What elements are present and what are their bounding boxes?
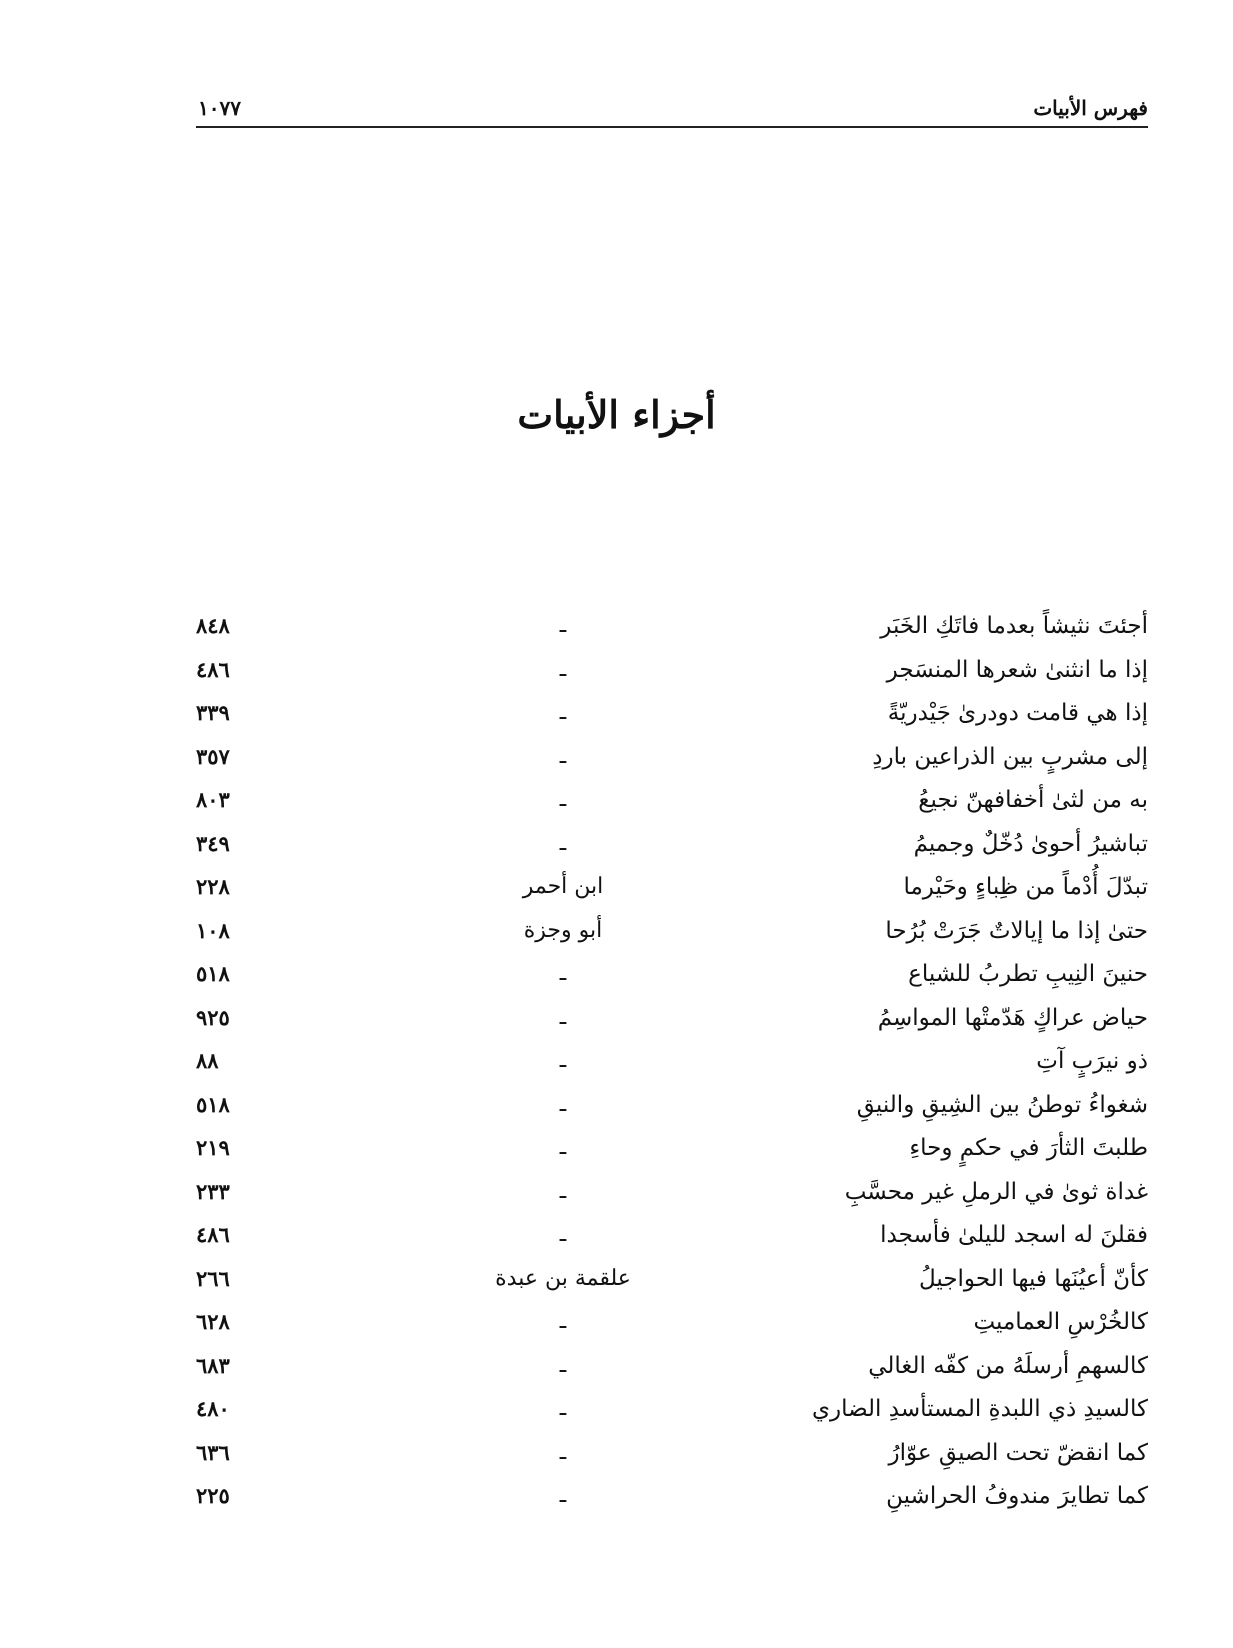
- verse-poet: ابن أحمر: [522, 874, 604, 899]
- verse-poet: ـ: [559, 613, 567, 638]
- verse-row: [196, 1348, 1148, 1392]
- running-header-title: فهرس الأبيات: [1033, 96, 1148, 120]
- verse-row: [196, 695, 1148, 739]
- verse-fragment: إذا ما انثنىٰ شعرها المنسَجر: [886, 656, 1148, 683]
- verse-fragment: فقلنَ له اسجد لليلىٰ فأسجدا: [880, 1222, 1148, 1248]
- verse-fragment: إذا هي قامت دودرىٰ جَيْدريّةً: [887, 700, 1148, 726]
- verse-page-ref: ٢٣٣: [196, 1178, 230, 1204]
- verse-page-ref: ٤٨٦: [196, 656, 230, 682]
- verse-page-ref: ٣٥٧: [196, 743, 230, 769]
- verse-poet: ـ: [559, 1004, 567, 1030]
- verse-page-ref: ٥١٨: [196, 961, 230, 986]
- verse-poet: ـ: [559, 1135, 567, 1160]
- verse-poet: ـ: [559, 1309, 567, 1334]
- verse-page-ref: ٣٣٩: [196, 700, 230, 725]
- verse-row: [196, 652, 1148, 696]
- verse-row: [196, 1435, 1148, 1479]
- verse-poet: ـ: [559, 1091, 567, 1117]
- verse-page-ref: ٤٨٦: [196, 1222, 230, 1247]
- verse-row: [196, 1130, 1148, 1174]
- verse-poet: ـ: [559, 830, 567, 856]
- verse-fragment: غداة ثوىٰ في الرملِ غير محسَّبِ: [844, 1178, 1148, 1205]
- verse-row: [196, 913, 1148, 957]
- verse-page-ref: ٦٢٨: [196, 1309, 230, 1334]
- verse-page-ref: ٤٨٠: [196, 1396, 230, 1421]
- verse-page-ref: ٦٣٦: [196, 1439, 230, 1465]
- verse-row: [196, 739, 1148, 783]
- verse-fragment: حنينَ النِيبِ تطربُ للشياع: [908, 961, 1148, 987]
- verse-poet: ـ: [559, 1352, 567, 1378]
- verse-fragment: أجئتَ نثيشاً بعدما فاتَكِ الخَبَر: [880, 613, 1148, 639]
- verse-row: [196, 1000, 1148, 1044]
- verse-row: [196, 1261, 1148, 1305]
- verse-fragment: كالسيدِ ذي اللبدةِ المستأسدِ الضاري: [811, 1396, 1148, 1422]
- verse-row: [196, 1391, 1148, 1435]
- verse-page-ref: ٩٢٥: [196, 1004, 230, 1030]
- verse-fragment: شغواءُ توطنُ بين الشِيقِ والنيقِ: [856, 1091, 1148, 1118]
- verse-row: [196, 1478, 1148, 1522]
- verse-index-list: [196, 608, 1148, 1522]
- verse-fragment: كما تطايرَ مندوفُ الحراشينِ: [886, 1483, 1148, 1509]
- verse-page-ref: ٢٢٨: [196, 874, 230, 899]
- verse-row: [196, 608, 1148, 652]
- verse-row: [196, 782, 1148, 826]
- verse-fragment: طلبتَ الثأرَ في حكمٍ وحاءِ: [909, 1135, 1148, 1161]
- verse-page-ref: ٨٨: [196, 1048, 219, 1073]
- verse-row: [196, 1043, 1148, 1087]
- verse-page-ref: ٨٠٣: [196, 787, 230, 812]
- verse-fragment: كما انقضّ تحت الصيقِ عوّارُ: [888, 1439, 1148, 1466]
- verse-row: [196, 869, 1148, 913]
- verse-page-ref: ٢٦٦: [196, 1265, 230, 1291]
- verse-poet: ـ: [559, 1178, 567, 1204]
- verse-poet: ـ: [559, 1222, 567, 1247]
- verse-row: [196, 1174, 1148, 1218]
- verse-fragment: كالسهمِ أرسلَهُ من كفّه الغالي: [868, 1352, 1148, 1379]
- verse-fragment: حياض عراكٍ هَدّمتْها المواسِمُ: [877, 1004, 1148, 1031]
- verse-poet: ـ: [559, 1396, 567, 1421]
- verse-poet: ـ: [559, 961, 567, 986]
- verse-page-ref: ٨٤٨: [196, 613, 230, 638]
- verse-poet: ـ: [559, 1439, 567, 1465]
- verse-fragment: كالخُرْسِ العماميتِ: [973, 1309, 1148, 1335]
- verse-poet: علقمة بن عبدة: [495, 1265, 631, 1291]
- section-title: أجزاء الأبيات: [517, 392, 716, 437]
- verse-poet: ـ: [559, 743, 567, 769]
- verse-poet: ـ: [559, 700, 567, 725]
- page-header: [196, 92, 1148, 128]
- verse-poet: ـ: [559, 656, 567, 682]
- verse-page-ref: ٦٨٣: [196, 1352, 230, 1378]
- verse-page-ref: ١٠٨: [196, 917, 230, 943]
- verse-poet: ـ: [559, 1048, 567, 1073]
- verse-poet: ـ: [559, 787, 567, 812]
- verse-poet: أبو وجزة: [523, 917, 603, 943]
- verse-row: [196, 956, 1148, 1000]
- verse-page-ref: ٥١٨: [196, 1091, 230, 1117]
- verse-poet: ـ: [559, 1483, 567, 1508]
- verse-row: [196, 1217, 1148, 1261]
- verse-page-ref: ٢٢٥: [196, 1483, 230, 1508]
- verse-fragment: تبدّلَ أُدْماً من ظِباءٍ وحَيْرما: [903, 874, 1148, 900]
- verse-row: [196, 826, 1148, 870]
- verse-row: [196, 1087, 1148, 1131]
- verse-row: [196, 1304, 1148, 1348]
- verse-fragment: تباشيرُ أحوىٰ دُخّلٌ وجميمُ: [913, 830, 1148, 857]
- verse-fragment: حتىٰ إذا ما إيالاتٌ جَرَتْ بُرُحا: [885, 917, 1148, 944]
- verse-page-ref: ٣٤٩: [196, 830, 230, 856]
- verse-fragment: به من لثىٰ أخفافهنّ نجيعُ: [918, 787, 1148, 813]
- page-number: ١٠٧٧: [198, 96, 241, 120]
- verse-fragment: إلى مشربٍ بين الذراعين باردِ: [872, 743, 1148, 770]
- verse-fragment: كأنّ أعيُنَها فيها الحواجيلُ: [918, 1265, 1148, 1292]
- verse-page-ref: ٢١٩: [196, 1135, 230, 1160]
- verse-fragment: ذو نيرَبٍ آتِ: [1036, 1048, 1148, 1074]
